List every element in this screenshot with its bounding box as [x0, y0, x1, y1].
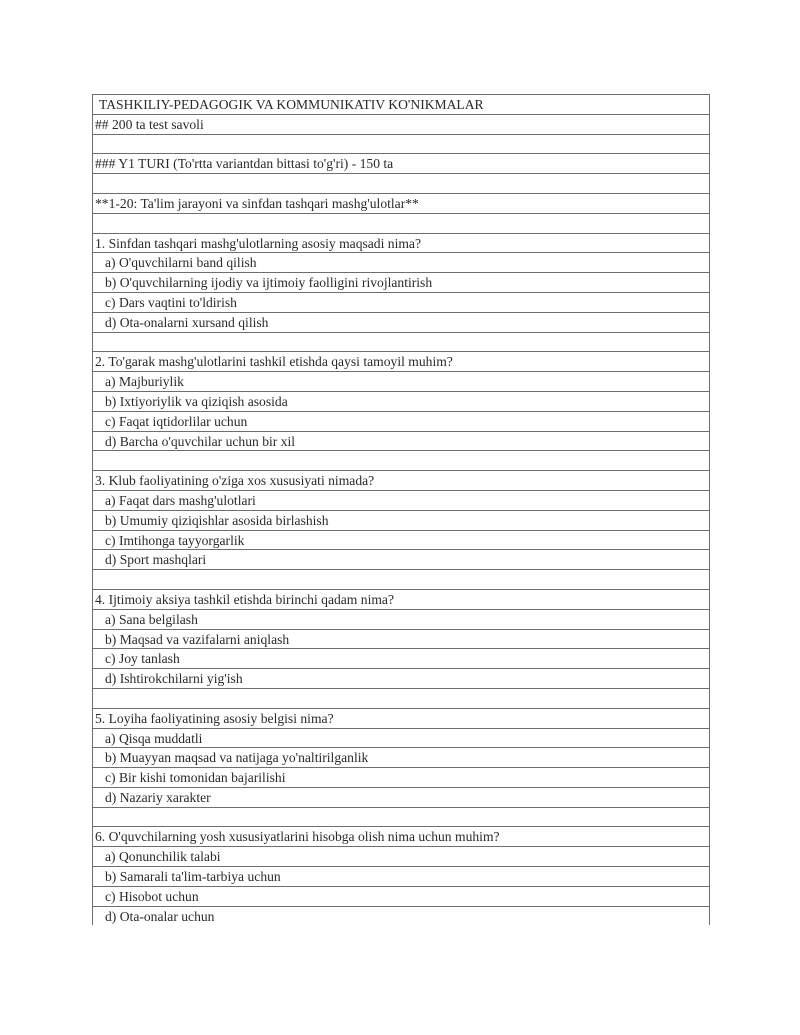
- blank-row: [93, 569, 709, 589]
- answer-option-row: a) Qonunchilik talabi: [93, 846, 709, 866]
- answer-option-row: c) Dars vaqtini to'ldirish: [93, 292, 709, 312]
- answer-option-row: b) Ixtiyoriylik va qiziqish asosida: [93, 391, 709, 411]
- answer-option-row: d) Ishtirokchilarni yig'ish: [93, 668, 709, 688]
- answer-option-row: d) Ota-onalarni xursand qilish: [93, 312, 709, 332]
- answer-option-row: b) Umumiy qiziqishlar asosida birlashish: [93, 510, 709, 530]
- answer-option-row: d) Ota-onalar uchun: [93, 906, 709, 926]
- answer-option-row: b) Maqsad va vazifalarni aniqlash: [93, 629, 709, 649]
- answer-option-row: c) Hisobot uchun: [93, 886, 709, 906]
- answer-option-row: d) Barcha o'quvchilar uchun bir xil: [93, 431, 709, 451]
- answer-option-row: c) Bir kishi tomonidan bajarilishi: [93, 767, 709, 787]
- blank-row: [93, 332, 709, 352]
- answer-option-row: d) Nazariy xarakter: [93, 787, 709, 807]
- question-row: 2. To'garak mashg'ulotlarini tashkil etishda qaysi tamoyil muhim?: [93, 351, 709, 371]
- answer-option-row: b) Samarali ta'lim-tarbiya uchun: [93, 866, 709, 886]
- answer-option-row: a) Qisqa muddatli: [93, 728, 709, 748]
- answer-option-row: c) Joy tanlash: [93, 648, 709, 668]
- question-row: 1. Sinfdan tashqari mashg'ulotlarning asosiy maqsadi nima?: [93, 233, 709, 253]
- document-table: [92, 94, 710, 925]
- answer-option-row: a) Faqat dars mashg'ulotlari: [93, 490, 709, 510]
- question-row: 3. Klub faoliyatining o'ziga xos xususiyati nimada?: [93, 470, 709, 490]
- answer-option-row: d) Sport mashqlari: [93, 549, 709, 569]
- document-title: TASHKILIY-PEDAGOGIK VA KOMMUNIKATIV KO'NIKMALAR: [93, 94, 709, 114]
- answer-option-row: b) Muayyan maqsad va natijaga yo'naltirilganlik: [93, 747, 709, 767]
- blank-row: [93, 213, 709, 233]
- blank-row: [93, 450, 709, 470]
- heading-row: **1-20: Ta'lim jarayoni va sinfdan tashqari mashg'ulotlar**: [93, 193, 709, 213]
- answer-option-row: a) O'quvchilarni band qilish: [93, 252, 709, 272]
- question-row: 4. Ijtimoiy aksiya tashkil etishda birinchi qadam nima?: [93, 589, 709, 609]
- question-row: 5. Loyiha faoliyatining asosiy belgisi nima?: [93, 708, 709, 728]
- blank-row: [93, 173, 709, 193]
- answer-option-row: b) O'quvchilarning ijodiy va ijtimoiy faolligini rivojlantirish: [93, 272, 709, 292]
- blank-row: [93, 134, 709, 154]
- answer-option-row: c) Imtihonga tayyorgarlik: [93, 530, 709, 550]
- heading-row: ## 200 ta test savoli: [93, 114, 709, 134]
- answer-option-row: c) Faqat iqtidorlilar uchun: [93, 411, 709, 431]
- blank-row: [93, 688, 709, 708]
- heading-row: ### Y1 TURI (To'rtta variantdan bittasi to'g'ri) - 150 ta: [93, 153, 709, 173]
- answer-option-row: a) Sana belgilash: [93, 609, 709, 629]
- answer-option-row: a) Majburiylik: [93, 371, 709, 391]
- question-row: 6. O'quvchilarning yosh xususiyatlarini hisobga olish nima uchun muhim?: [93, 826, 709, 846]
- blank-row: [93, 807, 709, 827]
